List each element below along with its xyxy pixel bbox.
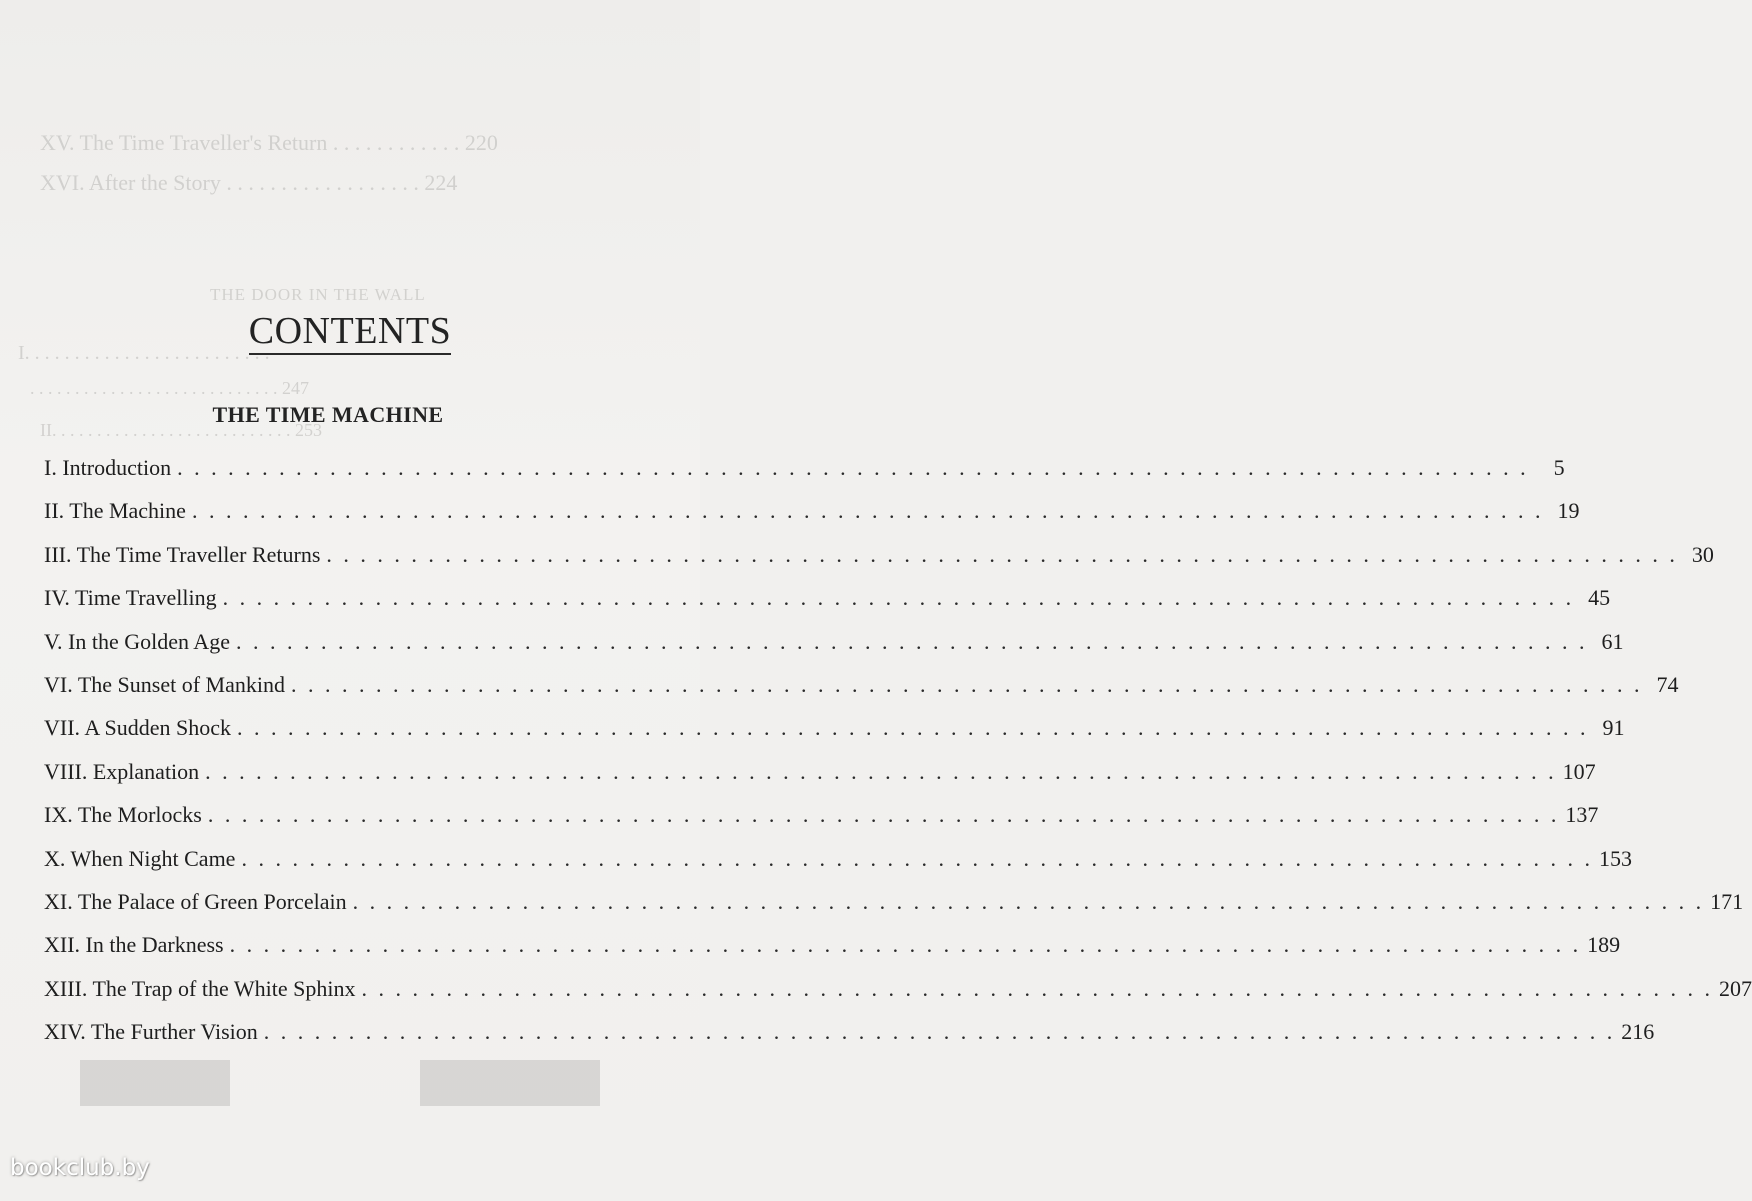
toc-entry-page: 5 (1553, 455, 1565, 480)
dot-leader: . . . . . . . . . . . . . . . . . . . . . . . . . . . . . . . . . . . . . . . . . . . . . . . . . . . . . . . . . . . . . . . . . . . . . . . . . . . . . . . . (241, 845, 1593, 871)
dot-leader: . . . . . . . . . . . . . . . . . . . . . . . . . . . . . . . . . . . . . . . . . . . . . . . . . . . . . . . . . . . . . . . . . . . . . . . . . . . . . . . . (222, 585, 1575, 611)
toc-entry[interactable] (44, 802, 1599, 845)
dot-leader: . . . . . . . . . . . . . . . . . . . . . . . . . . . . . . . . . . . . . . . . . . . . . . . . . . . . . . . . . . . . . . . . . . . . . . . . . . . . . . . . (207, 802, 1560, 828)
toc-entry-title: II. The Machine (44, 498, 186, 524)
dot-leader: . . . . . . . . . . . . . . . . . . . . . . . . . . . . . . . . . . . . . . . . . . . . . . . . . . . . . . . . . . . . . . . . . . . . . . . . . . . . . . . . (352, 888, 1705, 914)
toc-entry[interactable] (44, 671, 1679, 715)
dot-leader: . . . . . . . . . . . . . . . . . . . . . . . . . . . . . . . . . . . . . . . . . . . . . . . . . . . . . . . . . . . . . . . . . . . . . . . . . . . . . . . . (191, 498, 1544, 524)
dot-leader: . . . . . . . . . . . . . . . . . . . . . . . . . . . . . . . . . . . . . . . . . . . . . . . . . . . . . . . . . . . . . . . . . . . . . . . . . . . . . . . . (177, 455, 1529, 480)
toc-entry[interactable] (44, 975, 1752, 1019)
show-through-text: THE DOOR IN THE WALL (210, 285, 426, 304)
show-through-block (80, 1060, 600, 1110)
table-of-contents (44, 455, 1752, 1062)
show-through-text: I. . . . . . . . . . . . . . . . . . . . . . . . . (18, 342, 270, 364)
dot-leader: . . . . . . . . . . . . . . . . . . . . . . . . . . . . . . . . . . . . . . . . . . . . . . . . . . . . . . . . . . . . . . . . . . . . . . . . . . . . . . . . (361, 975, 1713, 1001)
toc-entry-page: 91 (1602, 715, 1625, 741)
show-through-text: XV. The Time Traveller's Return . . . . . . . . . . . . 220 (40, 130, 498, 155)
toc-entry[interactable] (44, 845, 1632, 889)
toc-entry-page: 189 (1587, 932, 1621, 958)
toc-entry-title: I. Introduction (44, 455, 172, 480)
toc-entry-title: X. When Night Came (44, 845, 236, 871)
toc-entry-title: VI. The Sunset of Mankind (44, 671, 285, 697)
toc-entry-title: XIV. The Further Vision (44, 1019, 258, 1045)
show-through-text: II. . . . . . . . . . . . . . . . . . . . . . . . . . . 253 (40, 420, 322, 440)
dot-leader: . . . . . . . . . . . . . . . . . . . . . . . . . . . . . . . . . . . . . . . . . . . . . . . . . . . . . . . . . . . . . . . . . . . . . . . . . . . . . . . . (263, 1019, 1616, 1045)
toc-entry-title: III. The Time Traveller Returns (44, 541, 321, 567)
toc-entry-page: 153 (1598, 845, 1632, 871)
dot-leader: . . . . . . . . . . . . . . . . . . . . . . . . . . . . . . . . . . . . . . . . . . . . . . . . . . . . . . . . . . . . . . . . . . . . . . . . . . . . . . . . (237, 715, 1589, 741)
watermark: bookclub.by (10, 1155, 150, 1181)
toc-entry-page: 19 (1557, 498, 1580, 524)
toc-entry-title: VII. A Sudden Shock (44, 715, 231, 741)
toc-entry-page: 207 (1718, 975, 1752, 1001)
toc-entry[interactable] (44, 758, 1596, 802)
toc-entry-title: XII. In the Darkness (44, 932, 224, 958)
toc-entry-title: IX. The Morlocks (44, 802, 202, 828)
dot-leader: . . . . . . . . . . . . . . . . . . . . . . . . . . . . . . . . . . . . . . . . . . . . . . . . . . . . . . . . . . . . . . . . . . . . . . . . . . . . . . . . (205, 758, 1557, 784)
toc-entry[interactable] (44, 888, 1744, 932)
toc-entry-page: 107 (1562, 758, 1596, 784)
section-title: THE TIME MACHINE (212, 402, 444, 427)
dot-leader: . . . . . . . . . . . . . . . . . . . . . . . . . . . . . . . . . . . . . . . . . . . . . . . . . . . . . . . . . . . . . . . . . . . . . . . . . . . . . . . . (229, 932, 1582, 958)
toc-entry-title: XIII. The Trap of the White Sphinx (44, 975, 356, 1001)
toc-entry[interactable] (44, 715, 1625, 758)
dot-leader: . . . . . . . . . . . . . . . . . . . . . . . . . . . . . . . . . . . . . . . . . . . . . . . . . . . . . . . . . . . . . . . . . . . . . . . . . . . . . . . . (326, 541, 1678, 567)
toc-entry-title: VIII. Explanation (44, 758, 200, 784)
contents-heading-text: CONTENTS (249, 310, 451, 355)
toc-entry-title: XI. The Palace of Green Porcelain (44, 888, 347, 914)
toc-entry-page: 171 (1710, 888, 1744, 914)
toc-entry-page: 137 (1565, 802, 1599, 828)
toc-entry-page: 45 (1588, 585, 1611, 611)
show-through-text: XVI. After the Story . . . . . . . . . . . . . . . . . . 224 (40, 170, 458, 195)
dot-leader: . . . . . . . . . . . . . . . . . . . . . . . . . . . . . . . . . . . . . . . . . . . . . . . . . . . . . . . . . . . . . . . . . . . . . . . . . . . . . . . . (235, 628, 1588, 654)
toc-entry-page: 30 (1691, 541, 1714, 567)
toc-entry-title: V. In the Golden Age (44, 628, 230, 654)
contents-heading (0, 309, 700, 353)
dot-leader: . . . . . . . . . . . . . . . . . . . . . . . . . . . . . . . . . . . . . . . . . . . . . . . . . . . . . . . . . . . . . . . . . . . . . . . . . . . . . . . . (290, 671, 1643, 697)
toc-entry[interactable] (44, 1019, 1655, 1062)
toc-entry-page: 216 (1621, 1019, 1655, 1045)
toc-entry-page: 74 (1656, 671, 1679, 697)
toc-entry[interactable] (44, 498, 1580, 541)
toc-entry[interactable] (44, 628, 1624, 672)
toc-entry-title: IV. Time Travelling (44, 585, 217, 611)
toc-entry[interactable] (44, 585, 1611, 628)
toc-entry-page: 61 (1601, 628, 1624, 654)
toc-entry[interactable] (44, 455, 1565, 498)
show-through-text: . . . . . . . . . . . . . . . . . . . . . . . . . . . . 247 (30, 378, 309, 398)
toc-entry[interactable] (44, 541, 1714, 585)
toc-entry[interactable] (44, 932, 1621, 975)
